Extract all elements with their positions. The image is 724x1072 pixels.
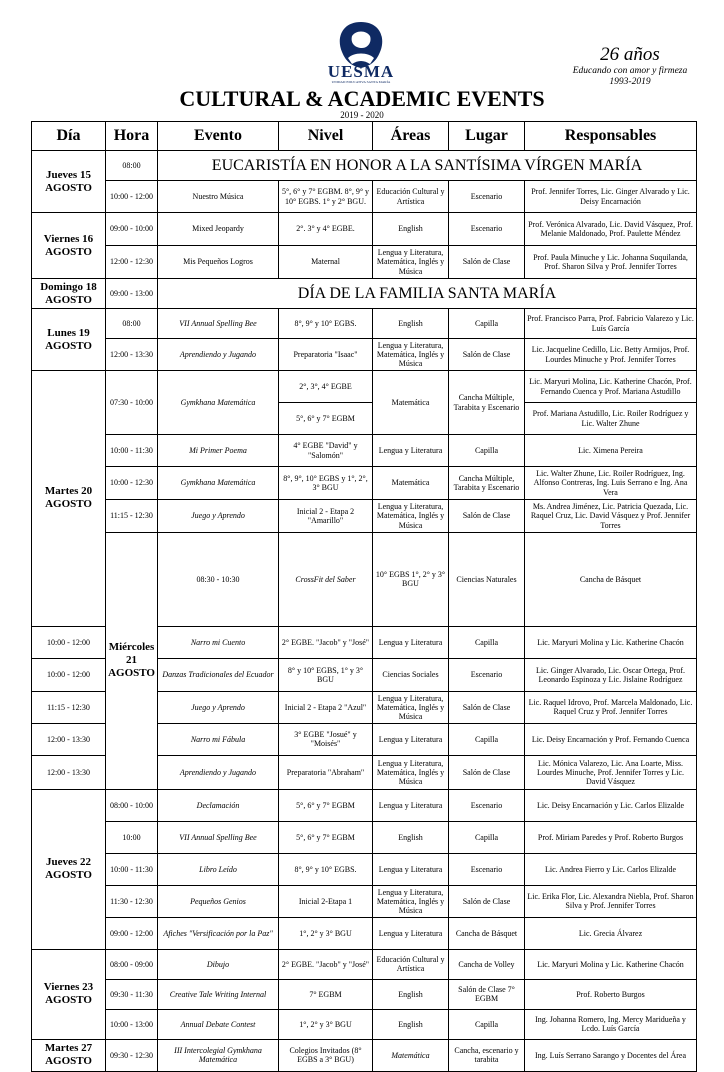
area-cell: Lengua y Literatura bbox=[373, 723, 449, 755]
place-cell: Cancha de Básquet bbox=[525, 533, 697, 627]
level-cell: 5°, 6° y 7° EGBM bbox=[279, 789, 373, 821]
table-row bbox=[32, 246, 697, 279]
event-cell: Juego y Aprendo bbox=[158, 691, 279, 723]
level-cell: 10° EGBS 1°, 2° y 3° BGU bbox=[373, 533, 449, 627]
event-cell: Narro mi Cuento bbox=[158, 626, 279, 658]
responsible-cell: Lic. Jacqueline Cedillo, Lic. Betty Armijos, Prof. Lourdes Minuche y Prof. Jennifer Torres bbox=[525, 339, 697, 371]
place-cell: Escenario bbox=[449, 789, 525, 821]
event-cell: Afiches "Versificación por la Paz" bbox=[158, 917, 279, 949]
time-cell: 12:00 - 13:30 bbox=[32, 723, 106, 755]
day-cell: Domingo 18 AGOSTO bbox=[32, 279, 106, 309]
responsible-cell: Prof. Francisco Parra, Prof. Fabricio Valarezo y Lic. Luís García bbox=[525, 309, 697, 339]
responsible-cell: Lic. Maryuri Molina y Lic. Katherine Chacón bbox=[525, 626, 697, 658]
area-cell: English bbox=[373, 309, 449, 339]
area-cell: Lengua y Literatura, Matemática, Inglés y Música bbox=[373, 755, 449, 789]
day-cell: Jueves 15 AGOSTO bbox=[32, 151, 106, 213]
responsible-cell: Lic. Ximena Pereira bbox=[525, 435, 697, 467]
responsible-cell: Lic. Raquel Idrovo, Prof. Marcela Maldonado, Lic. Raquel Cruz y Prof. Jennifer Torres bbox=[525, 691, 697, 723]
level-cell: Inicial 2 - Etapa 2 "Azul" bbox=[279, 691, 373, 723]
responsible-cell: Prof. Paula Minuche y Lic. Johanna Suquilanda, Prof. Sharon Silva y Prof. Jennifer Torres bbox=[525, 246, 697, 279]
special-event: EUCARISTÍA EN HONOR A LA SANTÍSIMA VÍRGEN MARÍA bbox=[158, 151, 697, 181]
area-cell: Matemática bbox=[373, 467, 449, 500]
place-cell: Escenario bbox=[449, 853, 525, 885]
responsible-cell: Lic. Ginger Alvarado, Lic. Oscar Ortega, Prof. Leonardo Espinoza y Lic. Jislaine Rodríguez bbox=[525, 658, 697, 691]
area-cell: Lengua y Literatura, Matemática, Inglés y Música bbox=[373, 246, 449, 279]
responsible-cell: Lic. Deisy Encarnación y Lic. Carlos Elizalde bbox=[525, 789, 697, 821]
col-header-areas: Áreas bbox=[373, 122, 449, 151]
event-cell: Annual Debate Contest bbox=[158, 1009, 279, 1039]
level-cell: 8°, 9° y 10° EGBS. bbox=[279, 853, 373, 885]
table-row bbox=[32, 533, 697, 627]
level-cell: 8°, 9° y 10° EGBS. bbox=[279, 309, 373, 339]
event-cell: VII Annual Spelling Bee bbox=[158, 309, 279, 339]
time-cell: 10:00 - 11:30 bbox=[106, 435, 158, 467]
place-cell: Salón de Clase bbox=[449, 691, 525, 723]
responsible-cell: Ing. Johanna Romero, Ing. Mercy Maridueña y Lcdo. Luís García bbox=[525, 1009, 697, 1039]
responsible-cell: Prof. Verónica Alvarado, Lic. David Vásquez, Prof. Melanie Maldonado, Prof. Paulette Méndez bbox=[525, 213, 697, 246]
motto: Educando con amor y firmeza bbox=[572, 66, 688, 76]
level-cell: 2°, 3°, 4° EGBE bbox=[279, 371, 373, 403]
level-cell: 1°, 2° y 3° BGU bbox=[279, 917, 373, 949]
table-row bbox=[32, 467, 697, 500]
level-cell: 8° y 10° EGBS, 1° y 3° BGU bbox=[279, 658, 373, 691]
col-header-nivel: Nivel bbox=[279, 122, 373, 151]
time-cell: 08:00 - 09:00 bbox=[106, 949, 158, 979]
table-row bbox=[32, 181, 697, 213]
level-cell: 3° EGBE "Josué" y "Moisés" bbox=[279, 723, 373, 755]
area-cell: Matemática bbox=[373, 371, 449, 435]
time-cell: 12:00 - 12:30 bbox=[106, 246, 158, 279]
area-cell: Lengua y Literatura bbox=[373, 626, 449, 658]
area-cell: Lengua y Literatura, Matemática, Inglés y Música bbox=[373, 500, 449, 533]
logo-text: UESMA bbox=[327, 62, 395, 81]
col-header-responsables: Responsables bbox=[525, 122, 697, 151]
time-cell: 11:30 - 12:30 bbox=[106, 885, 158, 917]
time-cell: 07:30 - 10:00 bbox=[106, 371, 158, 435]
special-event: DÍA DE LA FAMILIA SANTA MARÍA bbox=[158, 279, 697, 309]
table-row bbox=[32, 1009, 697, 1039]
time-cell: 10:00 - 11:30 bbox=[106, 853, 158, 885]
col-header-lugar: Lugar bbox=[449, 122, 525, 151]
event-cell: III Intercolegial Gymkhana Matemática bbox=[158, 1039, 279, 1071]
day-cell: Martes 27 AGOSTO bbox=[32, 1039, 106, 1071]
table-row bbox=[32, 151, 697, 181]
level-cell: 7° EGBM bbox=[279, 979, 373, 1009]
events-table bbox=[31, 121, 697, 1072]
time-cell: 08:00 bbox=[106, 151, 158, 181]
time-cell: 11:15 - 12:30 bbox=[106, 500, 158, 533]
event-cell: Libro Leído bbox=[158, 853, 279, 885]
school-year: 2019 - 2020 bbox=[340, 110, 384, 120]
place-cell: Cancha Múltiple, Tarabita y Escenario bbox=[449, 467, 525, 500]
table-row bbox=[32, 853, 697, 885]
table-row bbox=[32, 821, 697, 853]
place-cell: Cancha Múltiple, Tarabita y Escenario bbox=[449, 371, 525, 435]
responsible-cell: Lic. Maryuri Molina y Lic. Katherine Chacón bbox=[525, 949, 697, 979]
area-cell: Educación Cultural y Artística bbox=[373, 949, 449, 979]
event-cell: Pequeños Genios bbox=[158, 885, 279, 917]
level-cell: 5°, 6° y 7° EGBM. 8°, 9° y 10° EGBS. 1° y 2° BGU. bbox=[279, 181, 373, 213]
time-cell: 09:00 - 13:00 bbox=[106, 279, 158, 309]
table-row bbox=[32, 1039, 697, 1071]
time-cell: 12:00 - 13:30 bbox=[32, 755, 106, 789]
event-cell: Narro mi Fábula bbox=[158, 723, 279, 755]
place-cell: Escenario bbox=[449, 213, 525, 246]
area-cell: Lengua y Literatura, Matemática, Inglés y Música bbox=[373, 885, 449, 917]
level-cell: 4° EGBE "David" y "Salomón" bbox=[279, 435, 373, 467]
time-cell: 09:30 - 11:30 bbox=[106, 979, 158, 1009]
time-cell: 10:00 - 13:00 bbox=[106, 1009, 158, 1039]
responsible-cell: Prof. Roberto Burgos bbox=[525, 979, 697, 1009]
area-cell: Lengua y Literatura, Matemática, Inglés y Música bbox=[373, 339, 449, 371]
responsible-cell: Ms. Andrea Jiménez, Lic. Patricia Quezada, Lic. Raquel Cruz, Lic. David Vásquez y Prof. Jennifer Torres bbox=[525, 500, 697, 533]
responsible-cell: Prof. Mariana Astudillo, Lic. Roiler Rodríguez y Lic. Walter Zhune bbox=[525, 403, 697, 435]
event-cell: Aprendiendo y Jugando bbox=[158, 339, 279, 371]
level-cell: 2° EGBE. "Jacob" y "José" bbox=[279, 949, 373, 979]
col-header-evento: Evento bbox=[158, 122, 279, 151]
responsible-cell: Lic. Grecia Álvarez bbox=[525, 917, 697, 949]
event-cell: Mixed Jeopardy bbox=[158, 213, 279, 246]
time-cell: 10:00 bbox=[106, 821, 158, 853]
event-cell: Dibujo bbox=[158, 949, 279, 979]
area-cell: Lengua y Literatura bbox=[373, 435, 449, 467]
place-cell: Capilla bbox=[449, 821, 525, 853]
place-cell: Salón de Clase bbox=[449, 500, 525, 533]
table-header-row bbox=[32, 122, 697, 151]
place-cell: Escenario bbox=[449, 181, 525, 213]
day-cell: Viernes 16 AGOSTO bbox=[32, 213, 106, 279]
place-cell: Cancha de Volley bbox=[449, 949, 525, 979]
level-cell: Inicial 2 - Etapa 2 "Amarillo" bbox=[279, 500, 373, 533]
event-cell: Mis Pequeños Logros bbox=[158, 246, 279, 279]
area-cell: Lengua y Literatura bbox=[373, 853, 449, 885]
place-cell: Capilla bbox=[449, 626, 525, 658]
event-cell: Creative Tale Writing Internal bbox=[158, 979, 279, 1009]
responsible-cell: Lic. Walter Zhune, Lic. Roiler Rodríguez, Ing. Alfonso Contreras, Ing. Luis Serrano e Ing. Ana Vera bbox=[525, 467, 697, 500]
time-cell: 10:00 - 12:00 bbox=[106, 181, 158, 213]
time-cell: 10:00 - 12:00 bbox=[32, 626, 106, 658]
event-cell: Declamación bbox=[158, 789, 279, 821]
time-cell: 09:00 - 12:00 bbox=[106, 917, 158, 949]
responsible-cell: Prof. Jennifer Torres, Lic. Ginger Alvarado y Lic. Deisy Encarnación bbox=[525, 181, 697, 213]
col-header-hora: Hora bbox=[106, 122, 158, 151]
table-row bbox=[32, 789, 697, 821]
area-cell: Ciencias Naturales bbox=[449, 533, 525, 627]
table-row bbox=[32, 279, 697, 309]
anniversary-years: 26 años bbox=[600, 44, 660, 65]
time-cell: 08:30 - 10:30 bbox=[158, 533, 279, 627]
place-cell: Cancha de Básquet bbox=[449, 917, 525, 949]
responsible-cell: Lic. Andrea Fierro y Lic. Carlos Elizalde bbox=[525, 853, 697, 885]
years-range: 1993-2019 bbox=[609, 77, 651, 87]
area-cell: Ciencias Sociales bbox=[373, 658, 449, 691]
day-cell: Martes 20 AGOSTO bbox=[32, 371, 106, 627]
event-cell: VII Annual Spelling Bee bbox=[158, 821, 279, 853]
area-cell: Matemática bbox=[373, 1039, 449, 1071]
area-cell: English bbox=[373, 1009, 449, 1039]
logo-subtext: UNIDAD EDUCATIVA SANTA MARÍA bbox=[331, 80, 391, 84]
table-row bbox=[32, 371, 697, 403]
place-cell: Salón de Clase bbox=[449, 885, 525, 917]
place-cell: Salón de Clase bbox=[449, 755, 525, 789]
place-cell: Capilla bbox=[449, 435, 525, 467]
day-cell: Lunes 19 AGOSTO bbox=[32, 309, 106, 371]
time-cell: 09:00 - 10:00 bbox=[106, 213, 158, 246]
area-cell: Educación Cultural y Artística bbox=[373, 181, 449, 213]
time-cell: 08:00 - 10:00 bbox=[106, 789, 158, 821]
level-cell: 2° EGBE. "Jacob" y "José" bbox=[279, 626, 373, 658]
level-cell: Inicial 2-Etapa 1 bbox=[279, 885, 373, 917]
place-cell: Salón de Clase bbox=[449, 339, 525, 371]
time-cell: 10:00 - 12:00 bbox=[32, 658, 106, 691]
event-cell: Mi Primer Poema bbox=[158, 435, 279, 467]
responsible-cell: Ing. Luís Serrano Sarango y Docentes del Área bbox=[525, 1039, 697, 1071]
day-cell: Viernes 23 AGOSTO bbox=[32, 949, 106, 1039]
event-cell: CrossFit del Saber bbox=[279, 533, 373, 627]
table-row bbox=[32, 435, 697, 467]
table-row bbox=[32, 949, 697, 979]
anniversary-block bbox=[560, 44, 700, 88]
place-cell: Salón de Clase 7° EGBM bbox=[449, 979, 525, 1009]
table-row bbox=[32, 309, 697, 339]
day-cell: Jueves 22 AGOSTO bbox=[32, 789, 106, 949]
table-row bbox=[32, 500, 697, 533]
area-cell: English bbox=[373, 213, 449, 246]
place-cell: Capilla bbox=[449, 723, 525, 755]
responsible-cell: Lic. Deisy Encarnación y Prof. Fernando Cuenca bbox=[525, 723, 697, 755]
responsible-cell: Lic. Maryuri Molina, Lic. Katherine Chacón, Prof. Fernando Cuenca y Prof. Mariana Astudillo bbox=[525, 371, 697, 403]
time-cell: 08:00 bbox=[106, 309, 158, 339]
area-cell: English bbox=[373, 821, 449, 853]
area-cell: Lengua y Literatura bbox=[373, 789, 449, 821]
level-cell: 1°, 2° y 3° BGU bbox=[279, 1009, 373, 1039]
table-row bbox=[32, 339, 697, 371]
level-cell: Preparatoria "Isaac" bbox=[279, 339, 373, 371]
event-cell: Aprendiendo y Jugando bbox=[158, 755, 279, 789]
event-cell: Juego y Aprendo bbox=[158, 500, 279, 533]
event-cell: Gymkhana Matemática bbox=[158, 371, 279, 435]
event-cell: Nuestro Música bbox=[158, 181, 279, 213]
event-cell: Gymkhana Matemática bbox=[158, 467, 279, 500]
col-header-dia: Día bbox=[32, 122, 106, 151]
time-cell: 09:30 - 12:30 bbox=[106, 1039, 158, 1071]
event-cell: Danzas Tradicionales del Ecuador bbox=[158, 658, 279, 691]
time-cell: 10:00 - 12:30 bbox=[106, 467, 158, 500]
time-cell: 11:15 - 12:30 bbox=[32, 691, 106, 723]
area-cell: English bbox=[373, 979, 449, 1009]
table-row bbox=[32, 917, 697, 949]
level-cell: 2°. 3° y 4° EGBE. bbox=[279, 213, 373, 246]
day-cell: Miércoles 21 AGOSTO bbox=[106, 533, 158, 790]
level-cell: 5°, 6° y 7° EGBM bbox=[279, 403, 373, 435]
responsible-cell: Lic. Mónica Valarezo, Lic. Ana Loarte, Miss. Lourdes Minuche, Prof. Jennifer Torres y Lic. David Vásquez bbox=[525, 755, 697, 789]
level-cell: 5°, 6° y 7° EGBM bbox=[279, 821, 373, 853]
table-row bbox=[32, 885, 697, 917]
level-cell: 8°, 9°, 10° EGBS y 1°, 2°, 3° BGU bbox=[279, 467, 373, 500]
place-cell: Cancha, escenario y tarabita bbox=[449, 1039, 525, 1071]
level-cell: Colegios Invitados (8° EGBS a 3° BGU) bbox=[279, 1039, 373, 1071]
page-title: CULTURAL & ACADEMIC EVENTS bbox=[179, 86, 545, 111]
responsible-cell: Prof. Miriam Paredes y Prof. Roberto Burgos bbox=[525, 821, 697, 853]
place-cell: Capilla bbox=[449, 309, 525, 339]
table-row bbox=[32, 213, 697, 246]
place-cell: Capilla bbox=[449, 1009, 525, 1039]
area-cell: Lengua y Literatura, Matemática, Inglés y Música bbox=[373, 691, 449, 723]
level-cell: Preparatoria "Abraham" bbox=[279, 755, 373, 789]
place-cell: Escenario bbox=[449, 658, 525, 691]
area-cell: Lengua y Literatura bbox=[373, 917, 449, 949]
time-cell: 12:00 - 13:30 bbox=[106, 339, 158, 371]
responsible-cell: Lic. Erika Flor, Lic. Alexandra Niebla, Prof. Sharon Silva y Prof. Jennifer Torres bbox=[525, 885, 697, 917]
level-cell: Maternal bbox=[279, 246, 373, 279]
table-row bbox=[32, 979, 697, 1009]
place-cell: Salón de Clase bbox=[449, 246, 525, 279]
